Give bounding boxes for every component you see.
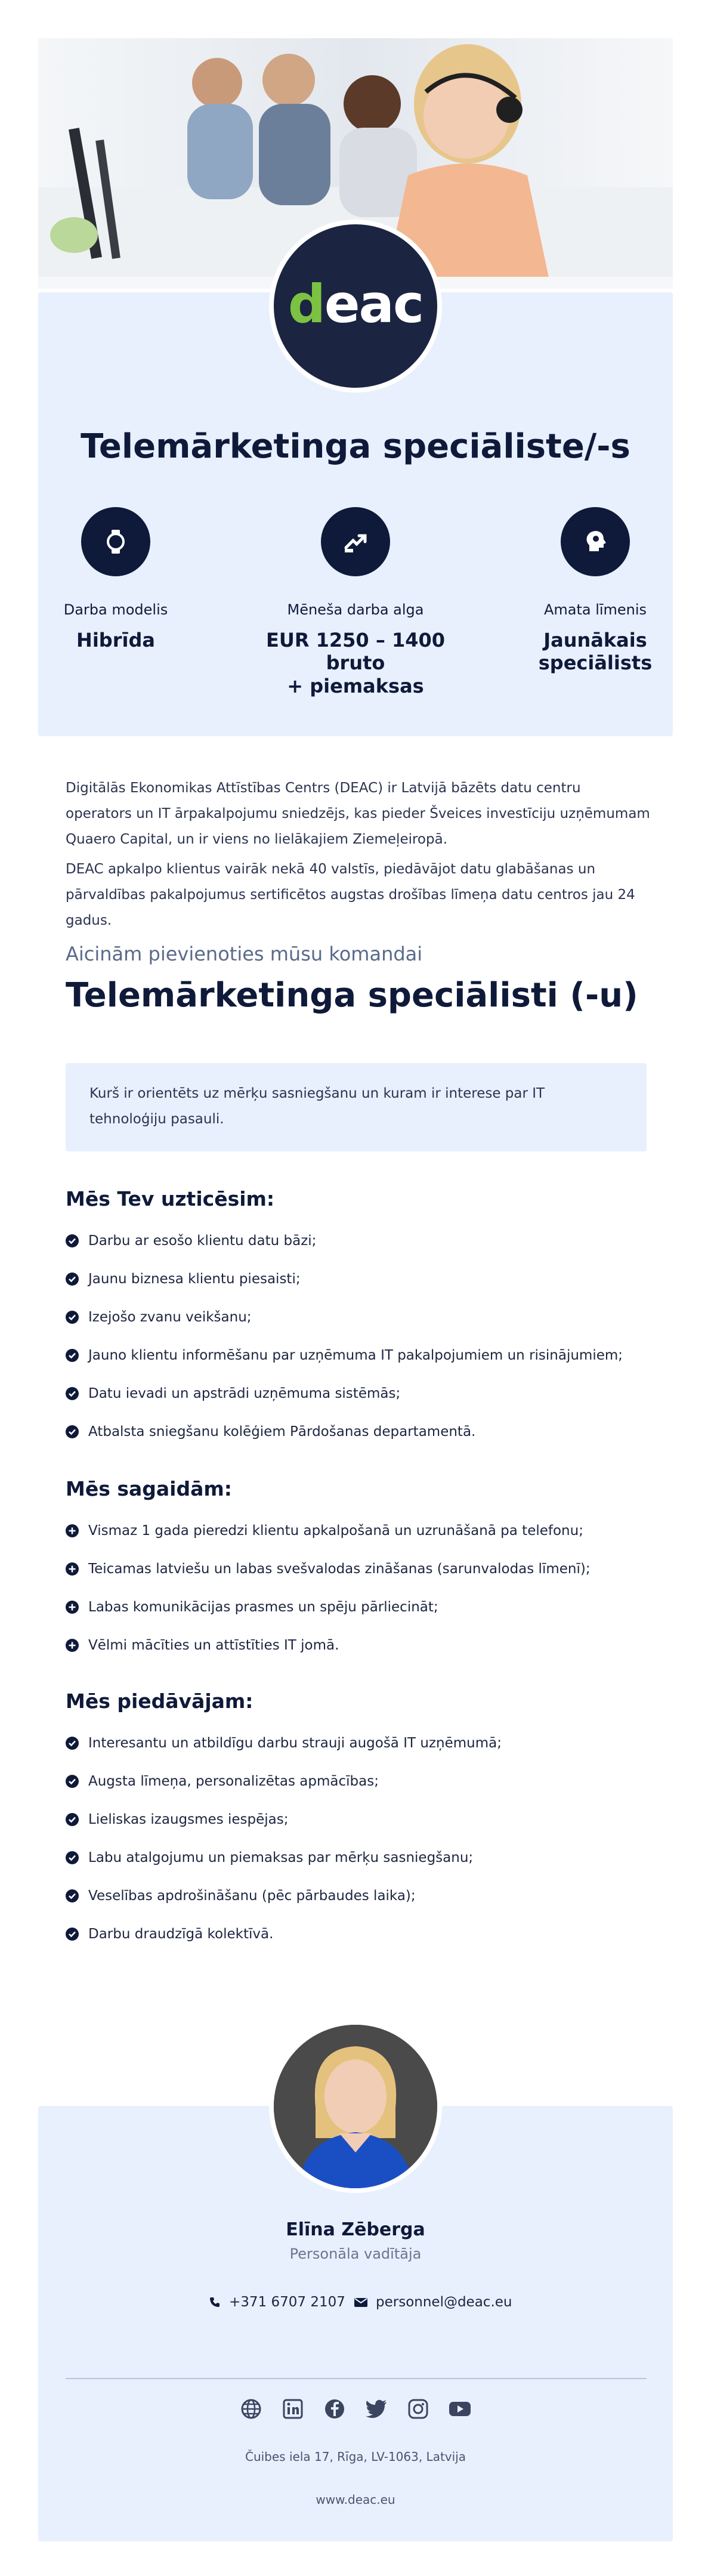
check-circle-icon	[66, 1425, 79, 1438]
list-item	[66, 1375, 662, 1413]
twitter-icon[interactable]	[364, 2397, 388, 2421]
list-item	[66, 1298, 662, 1336]
feature-value-line: + piemaksas	[287, 674, 424, 697]
invite-title: Telemārketinga speciālisti (-u)	[66, 976, 638, 1015]
check-circle-icon	[66, 1349, 79, 1362]
list-item	[66, 1839, 662, 1877]
contact-name: Elīna Zēberga	[286, 2219, 425, 2240]
list-item	[66, 1336, 662, 1375]
section-heading-trust: Mēs Tev uzticēsim:	[66, 1187, 275, 1210]
list-item-text: Labu atalgojumu un piemaksas par mērķu sasniegšanu;	[88, 1850, 474, 1865]
list-item	[66, 1512, 662, 1550]
divider	[66, 2378, 647, 2379]
check-circle-icon	[66, 1928, 79, 1941]
list-item-text: Jaunu biznesa klientu piesaisti;	[88, 1271, 301, 1287]
plus-circle-icon	[66, 1524, 79, 1537]
social-links	[0, 2397, 711, 2421]
section-heading-offer: Mēs piedāvājam:	[66, 1689, 254, 1713]
company-address: Čuibes iela 17, Rīga, LV-1063, Latvija	[245, 2450, 466, 2464]
list-item-text: Izejošo zvanu veikšanu;	[88, 1309, 252, 1325]
feature-value	[488, 629, 703, 675]
list-item-text: Labas komunikācijas prasmes un spēju pārliecināt;	[88, 1599, 438, 1615]
list-item-text: Teicamas latviešu un labas svešvalodas zināšanas (sarunvalodas līmenī);	[88, 1561, 591, 1577]
check-circle-icon	[66, 1234, 79, 1247]
check-circle-icon	[66, 1272, 79, 1286]
expect-list	[66, 1512, 662, 1664]
mail-icon	[354, 2297, 367, 2308]
job-title: Telemārketinga speciāliste/-s	[81, 427, 630, 466]
check-circle-icon	[66, 1311, 79, 1324]
check-circle-icon	[66, 1775, 79, 1788]
check-circle-icon	[66, 1387, 79, 1400]
logo-prefix: d	[288, 273, 324, 335]
feature-label: Mēneša darba alga	[287, 601, 424, 618]
logo-rest: eac	[324, 273, 423, 335]
feature-level	[488, 507, 703, 675]
offer-list	[66, 1724, 662, 1953]
plus-circle-icon	[66, 1562, 79, 1576]
deac-logo	[269, 220, 442, 393]
list-item	[66, 1588, 662, 1626]
intro-paragraph-1: Digitālās Ekonomikas Attīstības Centrs (DEAC) ir Latvijā bāzēts datu centru operators un IT ārpakalpojumu sniedzējs, kas pieder Šveices investīciju uzņēmumam Quaero Capital, un ir viens no lielākajiem Ziemeļeiropā.	[66, 780, 650, 847]
list-item	[66, 1762, 662, 1800]
list-item-text: Augsta līmeņa, personalizētas apmācības;	[88, 1774, 379, 1789]
feature-value-line: speciālists	[538, 651, 653, 675]
plus-circle-icon	[66, 1639, 79, 1652]
phone-icon	[209, 2296, 221, 2308]
feature-value-line: EUR 1250 – 1400 bruto	[265, 629, 446, 675]
list-item-text: Lieliskas izaugsmes iespējas;	[88, 1812, 289, 1827]
list-item	[66, 1724, 662, 1762]
website-link[interactable]: www.deac.eu	[316, 2492, 395, 2507]
list-item-text: Darbu ar esošo klientu datu bāzi;	[88, 1233, 317, 1249]
feature-work-model	[8, 507, 223, 651]
list-item-text: Vismaz 1 gada pieredzi klientu apkalpošanā un uzrunāšanā pa telefonu;	[88, 1523, 583, 1539]
check-circle-icon	[66, 1851, 79, 1864]
feature-salary	[248, 507, 463, 697]
feature-label: Amata līmenis	[543, 601, 647, 618]
contact-email[interactable]	[354, 2294, 512, 2310]
linkedin-icon[interactable]	[281, 2397, 305, 2421]
list-item-text: Darbu draudzīgā kolektīvā.	[88, 1926, 274, 1942]
list-item-text: Atbalsta sniegšanu kolēģiem Pārdošanas departamentā.	[88, 1424, 476, 1440]
instagram-icon[interactable]	[406, 2397, 430, 2421]
avatar	[269, 2020, 442, 2193]
check-circle-icon	[66, 1813, 79, 1826]
money-transfer-icon	[321, 507, 390, 576]
feature-value-line: Jaunākais	[543, 629, 647, 651]
list-item-text: Interesantu un atbildīgu darbu strauji augošā IT uzņēmumā;	[88, 1735, 502, 1751]
callout-box: Kurš ir orientēts uz mērķu sasniegšanu un kuram ir interese par IT tehnoloģiju pasauli.	[66, 1063, 647, 1151]
watch-icon	[81, 507, 150, 576]
globe-icon[interactable]	[239, 2397, 263, 2421]
contact-email-text: personnel@deac.eu	[376, 2294, 512, 2310]
contact-role: Personāla vadītāja	[289, 2245, 422, 2262]
intro-paragraph-2: DEAC apkalpo klientus vairāk nekā 40 valstīs, piedāvājot datu glabāšanas un pārvaldības pakalpojumus sertificētos augstas drošības līmeņa datu centros jau 24 gadus.	[66, 861, 635, 928]
section-heading-expect: Mēs sagaidām:	[66, 1477, 232, 1500]
facebook-icon[interactable]	[323, 2397, 347, 2421]
list-item	[66, 1800, 662, 1839]
invite-eyebrow: Aicinām pievienoties mūsu komandai	[66, 943, 423, 965]
list-item-text: Vēlmi mācīties un attīstīties IT jomā.	[88, 1638, 339, 1653]
check-circle-icon	[66, 1737, 79, 1750]
idea-head-icon	[561, 507, 630, 576]
list-item-text: Veselības apdrošināšanu (pēc pārbaudes laika);	[88, 1888, 416, 1904]
plus-circle-icon	[66, 1601, 79, 1614]
list-item	[66, 1915, 662, 1953]
list-item	[66, 1550, 662, 1588]
list-item-text: Jauno klientu informēšanu par uzņēmuma IT pakalpojumiem un risinājumiem;	[88, 1348, 623, 1363]
contact-phone-text: +371 6707 2107	[229, 2294, 345, 2310]
check-circle-icon	[66, 1889, 79, 1902]
list-item-text: Datu ievadi un apstrādi uzņēmuma sistēmās;	[88, 1386, 401, 1401]
list-item	[66, 1260, 662, 1298]
list-item	[66, 1626, 662, 1664]
feature-value	[248, 629, 463, 697]
list-item	[66, 1877, 662, 1915]
youtube-icon[interactable]	[448, 2397, 472, 2421]
contact-phone[interactable]	[209, 2294, 345, 2310]
list-item	[66, 1222, 662, 1260]
trust-list	[66, 1222, 662, 1451]
feature-label: Darba modelis	[63, 601, 168, 618]
feature-value: Hibrīda	[76, 629, 155, 651]
list-item	[66, 1413, 662, 1451]
